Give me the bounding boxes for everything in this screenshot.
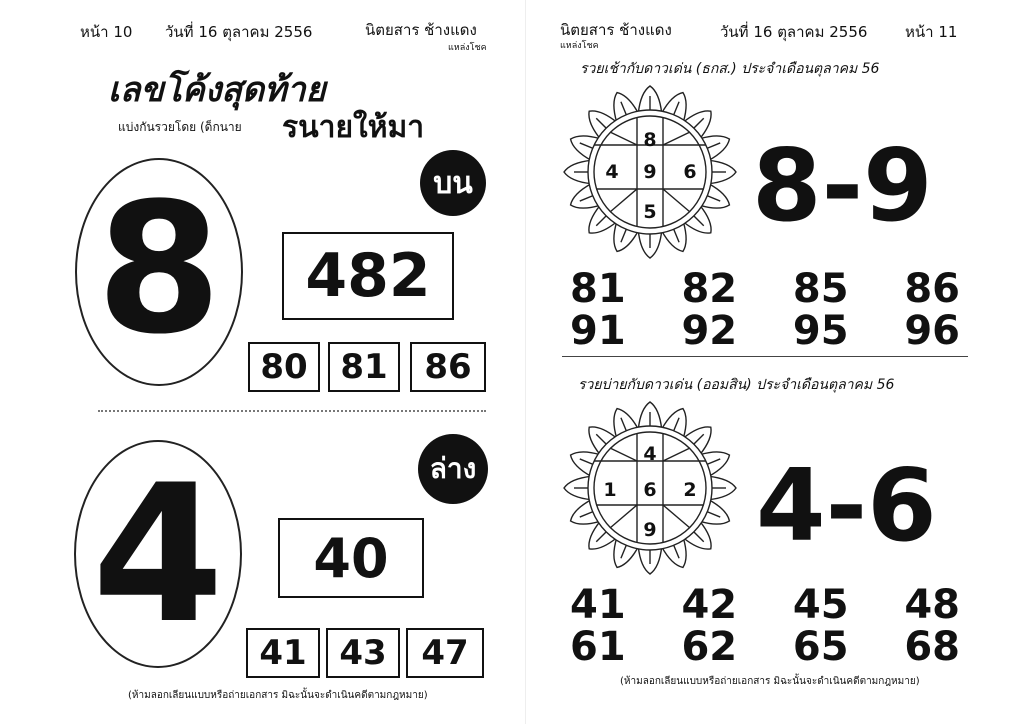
issue-date-right: วันที่ 16 ตุลาคม 2556 [720, 23, 868, 41]
section1-pair: 8-9 [752, 127, 933, 244]
section2-number: 62 [681, 624, 738, 670]
section2-number: 61 [570, 624, 626, 670]
grid1-top: 8 [643, 129, 657, 151]
section1-number: 82 [681, 266, 738, 312]
top-badge: บน [420, 150, 486, 216]
top-main-number: 482 [282, 232, 454, 320]
section-divider-left [98, 410, 486, 412]
grid1-bottom: 5 [643, 201, 657, 223]
grid2-right: 2 [683, 479, 697, 501]
magazine-name-left: นิตยสาร ช้างแดง [365, 21, 477, 39]
section2-row1 [570, 582, 960, 628]
section1-number: 86 [904, 266, 960, 312]
section2-title: รวยบ่ายกับดาวเด่น (ออมสิน) ประจำเดือนตุลาคม 56 [578, 377, 895, 393]
top-sub-number: 86 [410, 342, 486, 392]
grid1-right: 6 [683, 161, 697, 183]
page-number-right: หน้า 11 [905, 23, 958, 41]
byline-brand-mark [282, 104, 424, 151]
section1-number: 81 [570, 266, 626, 312]
footer-notice-right: (ห้ามลอกเลียนแบบหรือถ่ายเอกสาร มิฉะนั้นจะดำเนินคดีตามกฎหมาย) [620, 676, 920, 687]
magazine-sub-right: แหล่งโชค [560, 41, 599, 51]
section2-number: 48 [904, 582, 960, 628]
section2-pair: 4-6 [756, 447, 937, 564]
footer-notice-left: (ห้ามลอกเลียนแบบหรือถ่ายเอกสาร มิฉะนั้นจะดำเนินคดีตามกฎหมาย) [128, 690, 428, 701]
page-title: เลขโค้งสุดท้าย [108, 70, 326, 110]
bottom-main-digit: 4 [91, 444, 225, 665]
section2-number: 42 [681, 582, 738, 628]
section2-number: 65 [792, 624, 849, 670]
bottom-sub-number: 43 [326, 628, 400, 678]
magazine-sub-left: แหล่งโชค [448, 43, 487, 53]
section-divider-right [562, 356, 968, 357]
magazine-name-right: นิตยสาร ช้างแดง [560, 21, 672, 39]
section1-row2 [570, 308, 960, 354]
bottom-sub-number: 47 [406, 628, 484, 678]
grid2-center: 6 [643, 479, 657, 501]
section1-row1 [570, 266, 960, 312]
section1-number: 91 [570, 308, 626, 354]
grid1-left: 4 [605, 161, 619, 183]
grid2-left: 1 [603, 479, 617, 501]
bottom-badge: ล่าง [418, 434, 488, 504]
byline-prefix: แบ่งกันรวยโดย (ด็กนาย [118, 120, 242, 134]
page-fold [525, 0, 526, 724]
byline-brand: นายให้มา [298, 110, 425, 145]
bottom-sub-number: 41 [246, 628, 320, 678]
page-number-left: หน้า 10 [80, 23, 133, 41]
section2-number: 41 [570, 582, 626, 628]
section1-title: รวยเช้ากับดาวเด่น (ธกส.) ประจำเดือนตุลาคม 56 [580, 61, 880, 77]
section1-number: 95 [792, 308, 849, 354]
grid2-bottom: 9 [643, 519, 657, 541]
bottom-main-number: 40 [278, 518, 424, 598]
section1-number: 85 [792, 266, 849, 312]
top-sub-number: 80 [248, 342, 320, 392]
section1-number: 96 [904, 308, 960, 354]
section2-row2 [570, 624, 960, 670]
top-main-digit: 8 [96, 165, 222, 374]
issue-date-left: วันที่ 16 ตุลาคม 2556 [165, 23, 313, 41]
top-sub-number: 81 [328, 342, 400, 392]
section2-number: 68 [904, 624, 960, 670]
section2-number: 45 [792, 582, 849, 628]
section1-number: 92 [681, 308, 738, 354]
grid1-center: 9 [643, 161, 657, 183]
brand-swirl-icon: ร [282, 110, 299, 145]
grid2-top: 4 [643, 443, 657, 465]
